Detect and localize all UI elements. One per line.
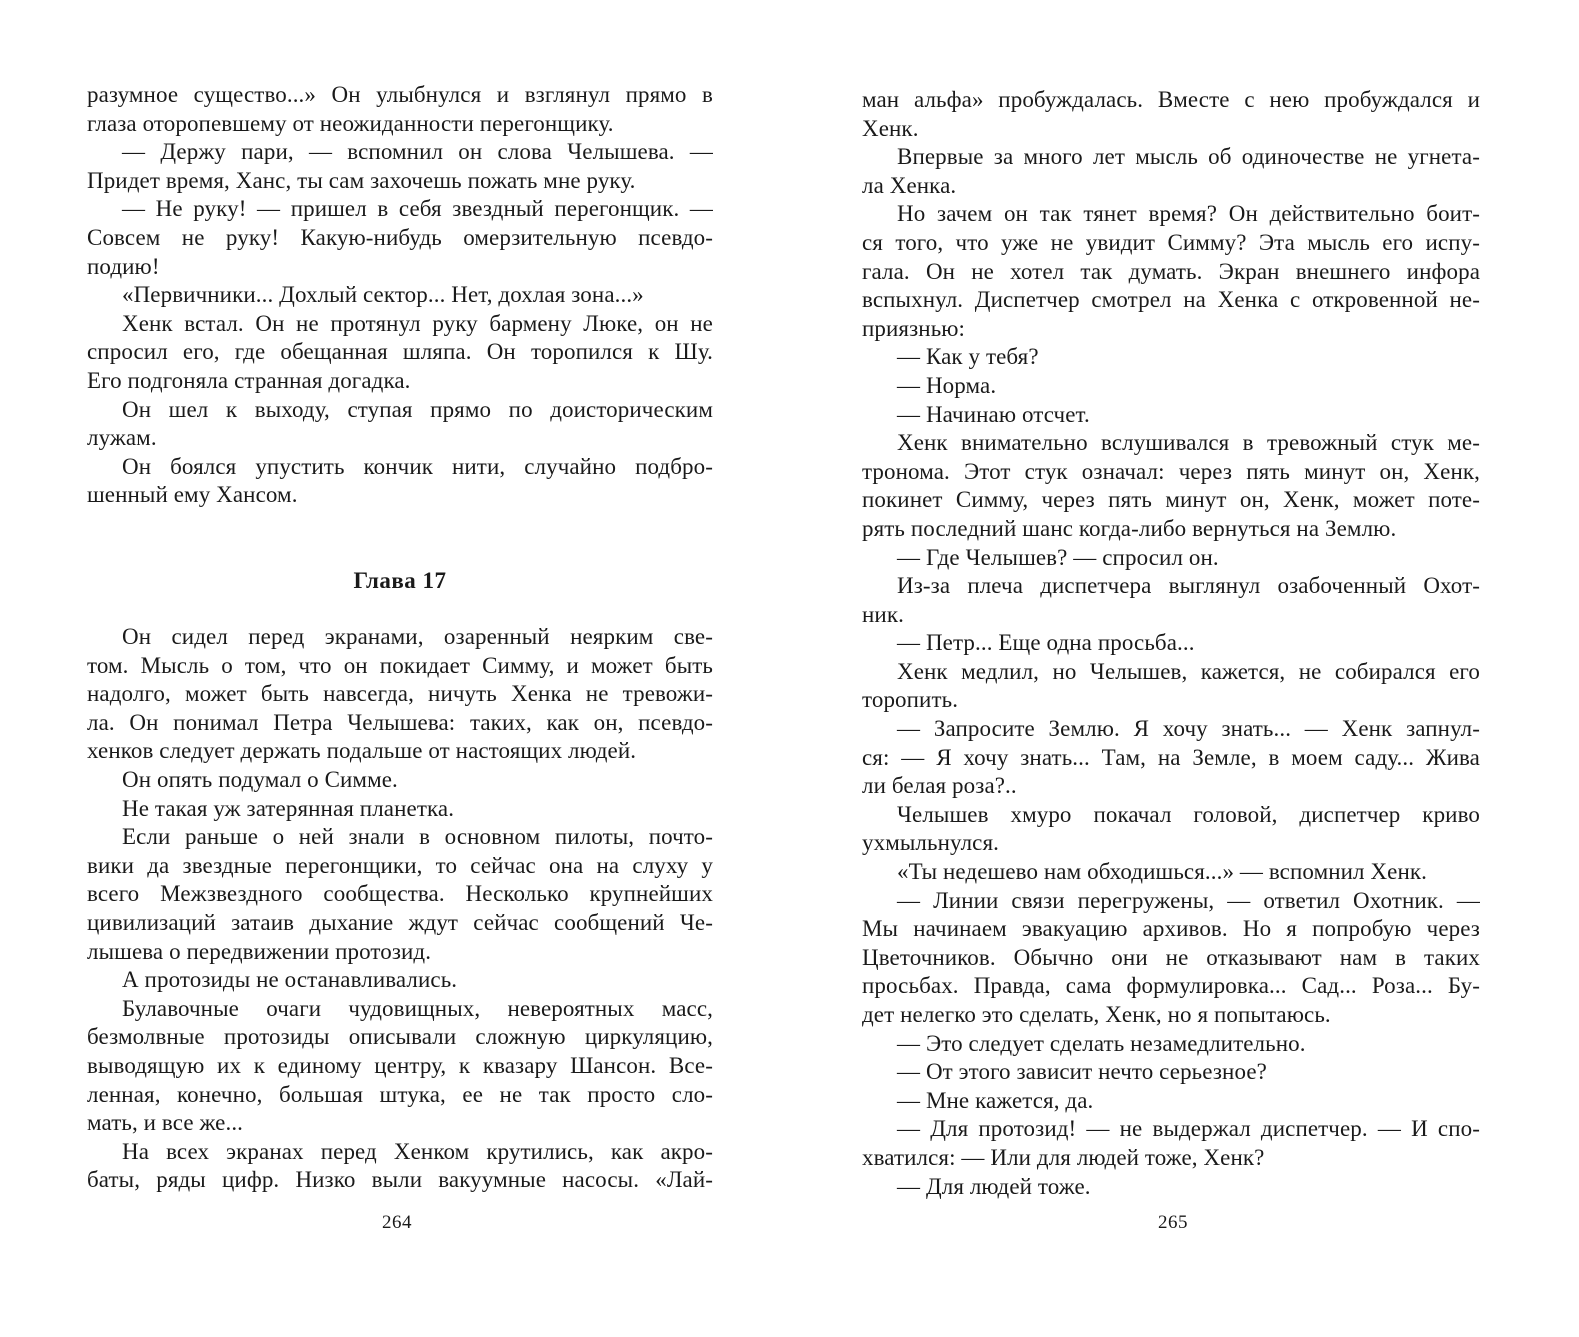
text-line: подию! [87,253,160,279]
text-line: дет нелегко это сделать, Хенк, но я попытаюсь. [862,1002,1331,1027]
text-line: — Не руку! — пришел в себя звездный перегонщик. — [122,196,713,222]
text-line: вики да звездные перегонщики, то сейчас она на слуху у [87,852,713,878]
text-line: всего Межзвездного сообщества. Несколько крупнейших [87,881,713,907]
text-line: мать, и все же... [87,1110,244,1136]
text-line: — Держу пари, — вспомнил он слова Челышева. — [122,139,713,165]
text-line: Цветочников. Обычно они не отказывают нам в таких [862,944,1480,970]
page-number-left: 264 [382,1212,412,1233]
text-line: А протозиды не останавливались. [122,967,458,993]
text-line: — Петр... Еще одна просьба... [897,630,1195,656]
text-line: баты, ряды цифр. Низко выли вакуумные насосы. «Лай- [87,1167,713,1193]
text-line: глаза оторопевшему от неожиданности перегонщику. [87,110,614,136]
text-line: ленная, конечно, большая штука, ее не так просто сло- [87,1081,713,1107]
text-line: ла Хенка. [862,172,957,198]
text-line: рять последний шанс когда-либо вернуться на Землю. [862,515,1397,541]
text-line: приязнью: [862,315,966,341]
chapter-title: Глава 17 [353,568,447,593]
text-line: Но зачем он так тянет время? Он действительно боит- [897,201,1480,227]
text-line: На всех экранах перед Хенком крутились, как акро- [122,1138,713,1164]
text-line: Булавочные очаги чудовищных, невероятных масс, [122,995,713,1021]
text-line: ла. Он понимал Петра Челышева: таких, как он, псевдо- [87,709,713,735]
text-line: лышева о передвижении протозид. [87,938,432,964]
text-line: надолго, может быть навсегда, ничуть Хенка не тревожи- [87,681,713,707]
right-page [790,0,1579,1337]
text-line: — Линии связи перегружены, — ответил Охотник. — [897,887,1480,913]
text-line: Не такая уж затерянная планетка. [122,795,455,821]
text-line: Хенк медлил, но Челышев, кажется, не собирался его [897,658,1480,684]
text-line: Хенк встал. Он не протянул руку бармену Люке, он не [122,310,713,336]
text-line: ухмыльнулся. [862,830,999,856]
text-line: цивилизаций затаив дыхание ждут сейчас сообщений Че- [87,909,713,935]
text-line: Совсем не руку! Какую-нибудь омерзительную псевдо- [87,224,713,250]
text-line: — Запросите Землю. Я хочу знать... — Хенк запнул- [897,716,1480,742]
page-number-right: 265 [1158,1212,1188,1233]
text-line: ся того, что уже не увидит Симму? Эта мысль его испу- [862,229,1480,255]
text-line: — Для людей тоже. [897,1173,1091,1199]
text-line: Он сидел перед экранами, озаренный неярким све- [122,624,713,649]
text-line: Он шел к выходу, ступая прямо по доисторическим [122,396,713,422]
text-line: Его подгоняла странная догадка. [87,367,411,393]
text-line: Челышев хмуро покачал головой, диспетчер криво [897,801,1480,827]
text-line: Хенк внимательно вслушивался в тревожный стук ме- [897,430,1480,456]
text-line: тронома. Этот стук означал: через пять минут он, Хенк, [862,458,1480,484]
text-line: безмолвные протозиды описывали сложную циркуляцию, [87,1024,713,1050]
text-line: Из-за плеча диспетчера выглянул озабоченный Охот- [897,573,1480,599]
text-line: Он опять подумал о Симме. [122,766,398,792]
text-line: ли белая роза?.. [862,773,1017,799]
text-line: — Для протозид! — не выдержал диспетчер. — И спо- [897,1116,1480,1142]
text-line: «Ты недешево нам обходишься...» — вспомнил Хенк. [897,859,1428,885]
text-line: выводящую их к единому центру, к квазару Шансон. Все- [87,1052,713,1078]
text-line: Он боялся упустить кончик нити, случайно подбро- [122,453,713,479]
text-line: — Мне кажется, да. [897,1087,1094,1113]
text-line: — Это следует сделать незамедлительно. [897,1030,1306,1056]
text-line: Придет время, Ханс, ты сам захочешь пожать мне руку. [87,167,636,193]
text-line: разумное существо...» Он улыбнулся и взглянул прямо в [87,82,713,107]
text-line: покинет Симму, через пять минут он, Хенк, может поте- [862,487,1480,513]
text-line: Если раньше о ней знали в основном пилоты, почто- [122,824,713,850]
text-line: том. Мысль о том, что он покидает Симму, и может быть [87,652,713,678]
right-page-text [862,86,1480,1201]
text-line: — Где Челышев? — спросил он. [897,544,1219,570]
text-line: просьбах. Правда, сама формулировка... Сад... Роза... Бу- [862,973,1480,999]
text-line: вспыхнул. Диспетчер смотрел на Хенка с откровенной не- [862,287,1480,313]
text-line: шенный ему Хансом. [87,482,298,508]
text-line: гала. Он не хотел так думать. Экран внешнего инфора [862,258,1480,284]
text-line: торопить. [862,687,959,713]
text-line: ник. [862,601,904,627]
text-line: спросил его, где обещанная шляпа. Он торопился к Шу. [87,339,713,365]
text-line: Хенк. [862,115,919,141]
text-line: — Норма. [897,372,997,398]
text-line: — Начинаю отсчет. [897,401,1090,427]
text-line: — Как у тебя? [897,344,1039,370]
left-page-text-top [87,81,713,510]
text-line: хватился: — Или для людей тоже, Хенк? [862,1144,1265,1170]
text-line: — От этого зависит нечто серьезное? [897,1059,1267,1085]
text-line: лужам. [87,425,157,451]
text-line: ман альфа» пробуждалась. Вместе с нею пробуждался и [862,87,1480,112]
left-page-text-bottom [87,623,713,1195]
text-line: «Первичники... Дохлый сектор... Нет, дохлая зона...» [122,282,644,308]
text-line: хенков следует держать подальше от настоящих людей. [87,738,637,764]
text-line: Впервые за много лет мысль об одиночестве не угнета- [897,144,1480,170]
text-line: Мы начинаем эвакуацию архивов. Но я попробую через [862,916,1480,942]
text-line: ся: — Я хочу знать... Там, на Земле, в моем саду... Жива [862,744,1480,770]
